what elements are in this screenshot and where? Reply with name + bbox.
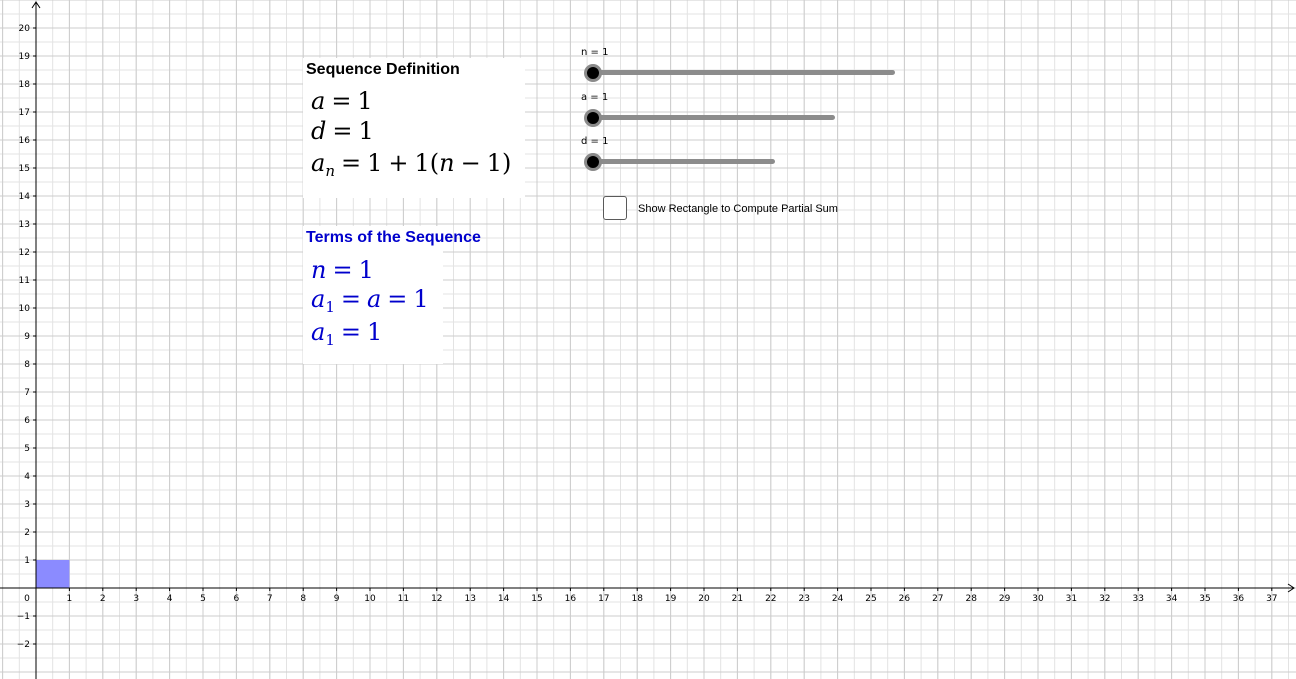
x-tick-label: 8: [300, 594, 307, 604]
term-n-value: 1: [358, 256, 374, 284]
x-tick-label: 9: [333, 594, 340, 604]
x-tick-label: 0: [24, 594, 30, 604]
slider-d-label: d = 1: [581, 136, 609, 147]
definition-panel: [303, 58, 525, 198]
formula-a-value: 1: [367, 149, 383, 177]
definition-line-d: d = 1: [311, 117, 374, 145]
x-tick-label: 25: [865, 594, 877, 604]
y-tick-label: 4: [24, 472, 30, 482]
formula-minus-one: 1: [486, 149, 502, 177]
x-tick-label: 23: [798, 594, 810, 604]
term-var-n: n: [311, 256, 327, 284]
x-tick-label: 26: [898, 594, 911, 604]
value-a: 1: [357, 87, 373, 115]
x-tick-label: 2: [99, 594, 106, 604]
y-tick-label: 12: [18, 248, 30, 258]
x-tick-label: 13: [464, 594, 476, 604]
x-tick-label: 21: [731, 594, 744, 604]
terms-line-a1: $a_1 = 1$: [311, 318, 383, 349]
x-tick-label: 16: [564, 594, 577, 604]
term-rectangle: [36, 560, 69, 588]
x-tick-label: 5: [200, 594, 206, 604]
x-tick-label: 10: [364, 594, 376, 604]
x-tick-label: 6: [233, 594, 240, 604]
slider-d-track[interactable]: [590, 159, 775, 164]
x-tick-label: 7: [266, 594, 273, 604]
y-tick-label: 11: [18, 276, 30, 286]
x-tick-label: 12: [431, 594, 443, 604]
term-a-mid: a: [366, 285, 382, 313]
definition-line-a: a = 1: [311, 87, 373, 115]
y-tick-label: 8: [24, 360, 30, 370]
y-tick-label: 6: [24, 416, 30, 426]
term-a-base: a: [311, 285, 326, 313]
slider-a-track[interactable]: [590, 115, 835, 120]
x-tick-label: 20: [698, 594, 710, 604]
var-a-formula: a: [311, 149, 326, 177]
value-d: 1: [358, 117, 374, 145]
terms-title: Terms of the Sequence: [306, 229, 481, 246]
y-tick-label: 10: [18, 304, 30, 314]
y-tick-label: 3: [24, 500, 30, 510]
y-tick-label: 16: [18, 136, 30, 146]
slider-d-handle[interactable]: [584, 153, 602, 171]
slider-n-handle[interactable]: [584, 64, 602, 82]
x-tick-label: 30: [1032, 594, 1044, 604]
y-tick-label: 5: [24, 444, 30, 454]
var-a: a: [311, 87, 326, 115]
slider-a-handle[interactable]: [584, 109, 602, 127]
sub-n: n: [325, 162, 335, 180]
x-tick-label: 27: [932, 594, 944, 604]
y-tick-label: −1: [16, 612, 30, 622]
x-tick-label: 29: [998, 594, 1011, 604]
term-a-value: 1: [413, 285, 429, 313]
y-tick-label: 1: [24, 556, 30, 566]
y-tick-label: 18: [18, 80, 30, 90]
x-tick-label: 28: [965, 594, 977, 604]
slider-n-label: n = 1: [581, 47, 609, 58]
term-a1-base: a: [311, 318, 326, 346]
terms-line-n: n = 1: [311, 256, 374, 284]
x-tick-label: 3: [133, 594, 140, 604]
x-tick-label: 17: [598, 594, 610, 604]
y-tick-label: 7: [24, 388, 30, 398]
x-tick-label: 18: [631, 594, 643, 604]
y-tick-label: 19: [18, 52, 30, 62]
y-tick-label: 13: [18, 220, 30, 230]
y-tick-label: 2: [24, 528, 30, 538]
x-tick-label: 37: [1266, 594, 1278, 604]
definition-title: Sequence Definition: [306, 61, 460, 78]
x-tick-label: 31: [1065, 594, 1078, 604]
slider-n-track[interactable]: [590, 70, 895, 75]
x-tick-label: 11: [397, 594, 410, 604]
x-tick-label: 4: [166, 594, 173, 604]
x-tick-label: 34: [1165, 594, 1178, 604]
x-tick-label: 35: [1199, 594, 1211, 604]
x-tick-label: 19: [664, 594, 677, 604]
definition-line-formula: $a_n = 1 + 1(n - 1)$: [311, 149, 512, 180]
x-tick-label: 36: [1232, 594, 1245, 604]
y-tick-label: 14: [18, 192, 30, 202]
var-d: d: [311, 117, 327, 145]
slider-a-label: a = 1: [581, 92, 609, 103]
terms-line-a1-equals-a: $a_1 = a = 1$: [311, 285, 429, 316]
term-a1-value: 1: [366, 318, 383, 346]
formula-n: n: [439, 149, 455, 177]
x-tick-label: 14: [497, 594, 510, 604]
partial-sum-checkbox-label[interactable]: Show Rectangle to Compute Partial Sum: [638, 203, 838, 215]
formula-d-value: 1: [414, 149, 430, 177]
y-tick-label: 17: [18, 108, 30, 118]
partial-sum-checkbox[interactable]: [603, 196, 627, 220]
y-tick-label: −2: [16, 640, 30, 650]
x-tick-label: 22: [765, 594, 777, 604]
x-tick-label: 24: [831, 594, 844, 604]
term-a-sub: 1: [325, 298, 335, 316]
y-tick-label: 9: [24, 332, 30, 342]
term-a1-sub: 1: [325, 331, 335, 349]
x-tick-label: 1: [66, 594, 73, 604]
terms-panel: [303, 226, 481, 364]
y-tick-label: 15: [18, 164, 30, 174]
x-tick-label: 15: [531, 594, 543, 604]
x-tick-label: 32: [1099, 594, 1111, 604]
y-tick-label: 20: [18, 24, 30, 34]
x-tick-label: 33: [1132, 594, 1144, 604]
